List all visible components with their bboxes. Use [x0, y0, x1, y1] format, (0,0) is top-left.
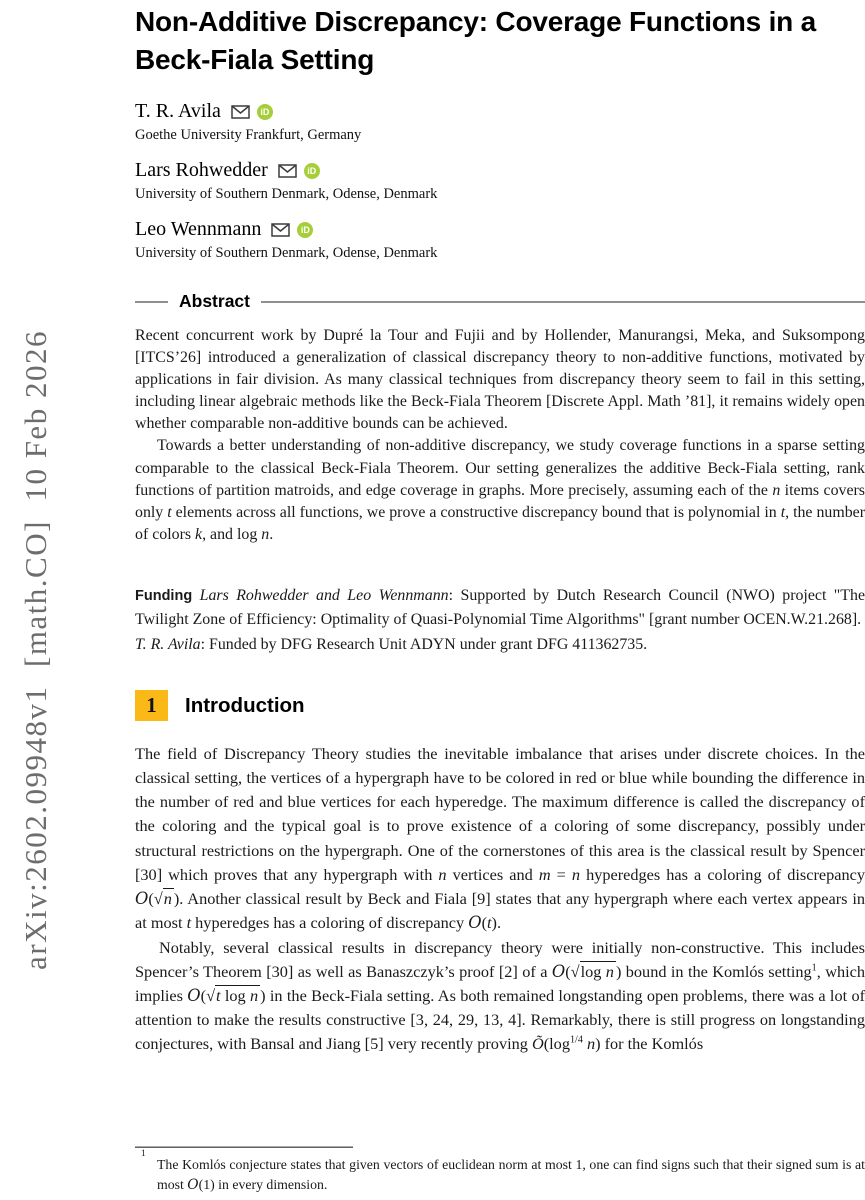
author-affiliation: University of Southern Denmark, Odense, Denmark	[135, 186, 438, 202]
author-block	[135, 218, 865, 262]
abstract-rule-left	[135, 301, 168, 303]
author-name: Lars Rohwedder	[135, 159, 268, 181]
paper-content	[135, 0, 865, 1056]
author-name: T. R. Avila	[135, 100, 221, 122]
author-block	[135, 100, 865, 144]
abstract-heading	[135, 291, 865, 312]
author-affiliation: University of Southern Denmark, Odense, Denmark	[135, 245, 438, 261]
abstract-paragraph-1: Recent concurrent work by Dupré la Tour and Fujii and by Hollender, Manurangsi, Meka, and Suksompong [ITCS’26] introduced a generalization of classical discrepancy theory to non-additive functions, motivated by applications in fair division. As many classical techniques from discrepancy theory seem to fail in this setting, including linear algebraic methods like the Beck-Fiala Theorem [Discrete Appl. Math ’81], it remains widely open whether comparable non-additive bounds can be achieved.	[135, 327, 865, 433]
email-icon[interactable]	[231, 105, 250, 119]
author-affiliation: Goethe University Frankfurt, Germany	[135, 127, 362, 143]
email-icon[interactable]	[271, 223, 290, 237]
section-title: Introduction	[185, 693, 305, 717]
author-block	[135, 159, 865, 203]
intro-paragraph-2: Notably, several classical results in discrepancy theory were initially non-constructive. This includes Spencer’s Theorem [30] as well as Banaszczyk’s proof [2] of a O(√log n ) bound in the Komlós setting$^1$, which implies O(√t log n ) in the Beck-Fiala setting. As both remained longstanding open problems, there was a lot of attention to make the results constructive [3, 24, 29, 13, 4]. Remarkably, there is still progress on longstanding conjectures, with Bansal and Jiang [5] very recently proving $Õ(\log^{1/4}$ n) for the Komlós	[135, 937, 865, 1054]
abstract-paragraph-2: Towards a better understanding of non-additive discrepancy, we study coverage functions in a sparse setting comparable to the classical Beck-Fiala Theorem. Our setting generalizes the additive Beck-Fiala setting, rank functions of partition matroids, and edge coverage in graphs. More precisely, assuming each of the n items covers only t elements across all functions, we prove a constructive discrepancy bound that is polynomial in t, the number of colors k, and log n.	[135, 437, 865, 543]
section-heading	[135, 690, 865, 721]
orcid-icon[interactable]: iD	[257, 104, 273, 120]
footnote: 1 The Komlós conjecture states that given vectors of euclidean norm at most 1, one can find signs such that their signed sum is at most O(1) in every dimension.	[135, 1146, 865, 1195]
funding-paragraph-1: Funding Lars Rohwedder and Leo Wennmann: Supported by Dutch Research Council (NWO) project "The Twilight Zone of Efficiency: Optimality of Quasi-Polynomial Time Algorithms" [grant number OCEN.W.21.268].	[135, 586, 865, 629]
orcid-icon[interactable]: iD	[297, 222, 313, 238]
orcid-icon[interactable]: iD	[304, 163, 320, 179]
funding-paragraph-2: T. R. Avila: Funded by DFG Research Unit ADYN under grant DFG 411362735.	[135, 635, 648, 653]
email-icon[interactable]	[278, 164, 297, 178]
footnote-text: The Komlós conjecture states that given vectors of euclidean norm at most 1, one can find signs such that their signed sum is at most O(1) in every dimension.	[157, 1157, 865, 1193]
abstract-rule-right	[261, 301, 865, 303]
paper-title: Non-Additive Discrepancy: Coverage Functions in a Beck-Fiala Setting	[135, 6, 816, 75]
intro-paragraph-1: The field of Discrepancy Theory studies the inevitable imbalance that arises under discrete choices. In the classical setting, the vertices of a hypergraph have to be colored in red or blue while bounding the difference in the number of red and blue vertices for each hyperedge. The maximum difference is called the discrepancy of the coloring and the typical goal is to prove existence of a coloring of some discrepancy, possibly under structural restrictions on the hypergraph. One of the cornerstones of this area is the classical result by Spencer [30] which proves that any hypergraph with n vertices and m = n hyperedges has a coloring of discrepancy O(√n ). Another classical result by Beck and Fiala [9] states that any hypergraph where each vertex appears in at most t hyperedges has a coloring of discrepancy O(t).	[135, 744, 865, 932]
abstract-label: Abstract	[179, 291, 250, 311]
footnote-rule	[135, 1146, 353, 1148]
arxiv-watermark: arXiv:2602.09948v1 [math.CO] 10 Feb 2026	[18, 330, 53, 970]
funding-block	[135, 584, 865, 657]
section-number-box: 1	[135, 690, 168, 721]
author-name: Leo Wennmann	[135, 218, 262, 240]
